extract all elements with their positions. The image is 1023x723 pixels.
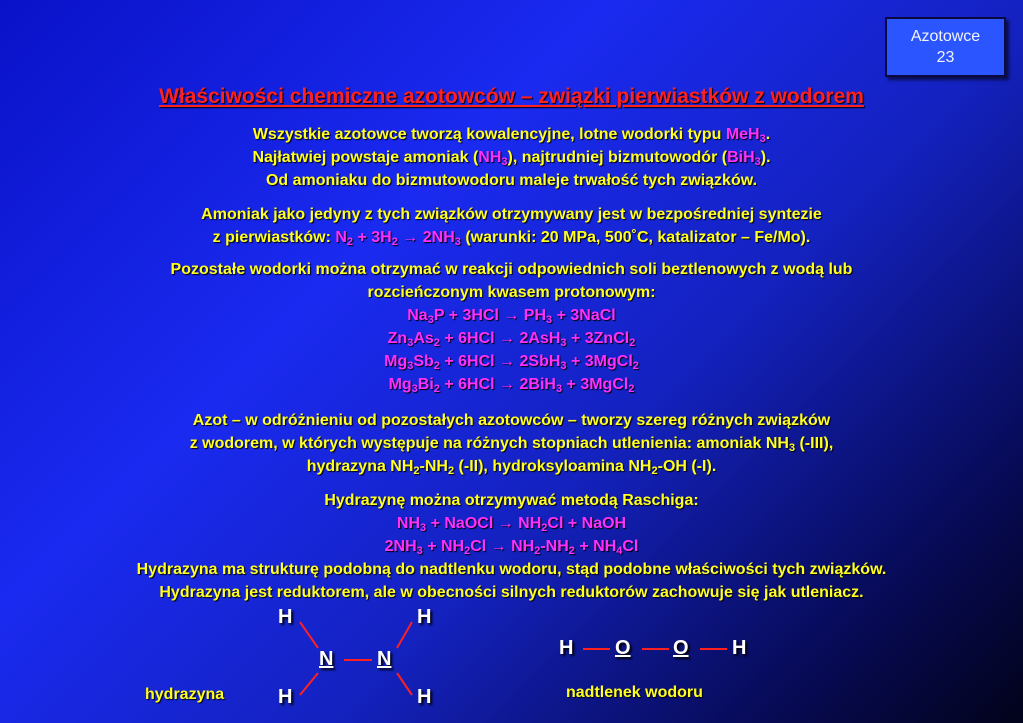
page-title: Właściwości chemiczne azotowców – związki pierwiastków z wodorem [159,85,864,108]
bond-h-n-right-bottom [397,673,412,695]
peroxide-label: nadtlenek wodoru [566,684,703,701]
badge-number: 23 [936,49,955,66]
paragraph-other-hydrides: Pozostałe wodorki można otrzymać w reakcji odpowiednich soli beztlenowych z wodą lub rozcieńczonym kwasem protonowym: $Na_3P + 3HCl \to PH_3$ + 3NaCl $Zn_3As_2 + 6HCl \to 2AsH_3$ + 3ZnCl$_2$ $Mg_3Sb_2 + 6HCl \to 2SbH_3$ + 3MgCl$_2$ $Mg_3Bi_2 + 6HCl \to 2BiH_3$ + 3MgCl$_2$ [170,261,853,395]
paragraph-ammonia-synthesis: Amoniak jako jedyny z tych związków otrzymywany jest w bezpośredniej syntezie z pierwiastków: $N_2 + 3H_2 \to 2NH_3$ (warunki: 20 MPa, 500˚C, katalizator – Fe/Mo). [201,206,822,248]
peroxide-o-left: O [615,637,631,659]
badge-title: Azotowce [910,28,981,45]
hydrazine-label: hydrazyna [145,686,225,703]
bond-h-n-left-bottom [300,673,318,695]
hydrazine-h-bottom-left: H [278,686,293,708]
peroxide-o-right: O [673,637,689,659]
paragraph-raschig: Hydrazynę można otrzymywać metodą Raschiga: $NH_3$ + NaOCl → $NH_2Cl$ + NaOH $2NH_3 + NH_2Cl \to NH_2-NH_2 + NH_4Cl$ Hydrazyna ma strukturę podobną do nadtlenku wodoru, stąd podobne właściwości tych związków. Hydrazyna jest reduktorem, ale w obecności silnych reduktorów zachowuje się jak utleniacz. [136,492,887,601]
bond-h-n-right-top [397,622,412,648]
peroxide-h-right: H [732,637,747,659]
paragraph-hydrides: Wszystkie azotowce tworzą kowalencyjne, lotne wodorki typu MeH$_3$. Najłatwiej powstaje amoniak $(NH_3)$, najtrudniej bizmutowodór (BiH$_3$). Od amoniaku do bizmutowodoru maleje trwałość tych związków. [252,126,771,189]
hydrazine-n-left: N [319,648,334,670]
hydrazine-h-top-right: H [417,606,432,628]
hydrazine-n-right: N [377,648,392,670]
peroxide-h-left: H [559,637,574,659]
hydrazine-h-bottom-right: H [417,686,432,708]
bond-h-n-left-top [300,622,318,648]
hydrazine-h-top-left: H [278,606,293,628]
paragraph-nitrogen-compounds: Azot – w odróżnieniu od pozostałych azotowców – tworzy szereg różnych związków z wodorem, w których występuje na różnych stopniach utlenienia: amoniak $NH_3$ (-III), hydrazyna $NH_2-NH_2$ (-II), hydroksyloamina $NH_2-OH$ (-I). [189,412,834,477]
